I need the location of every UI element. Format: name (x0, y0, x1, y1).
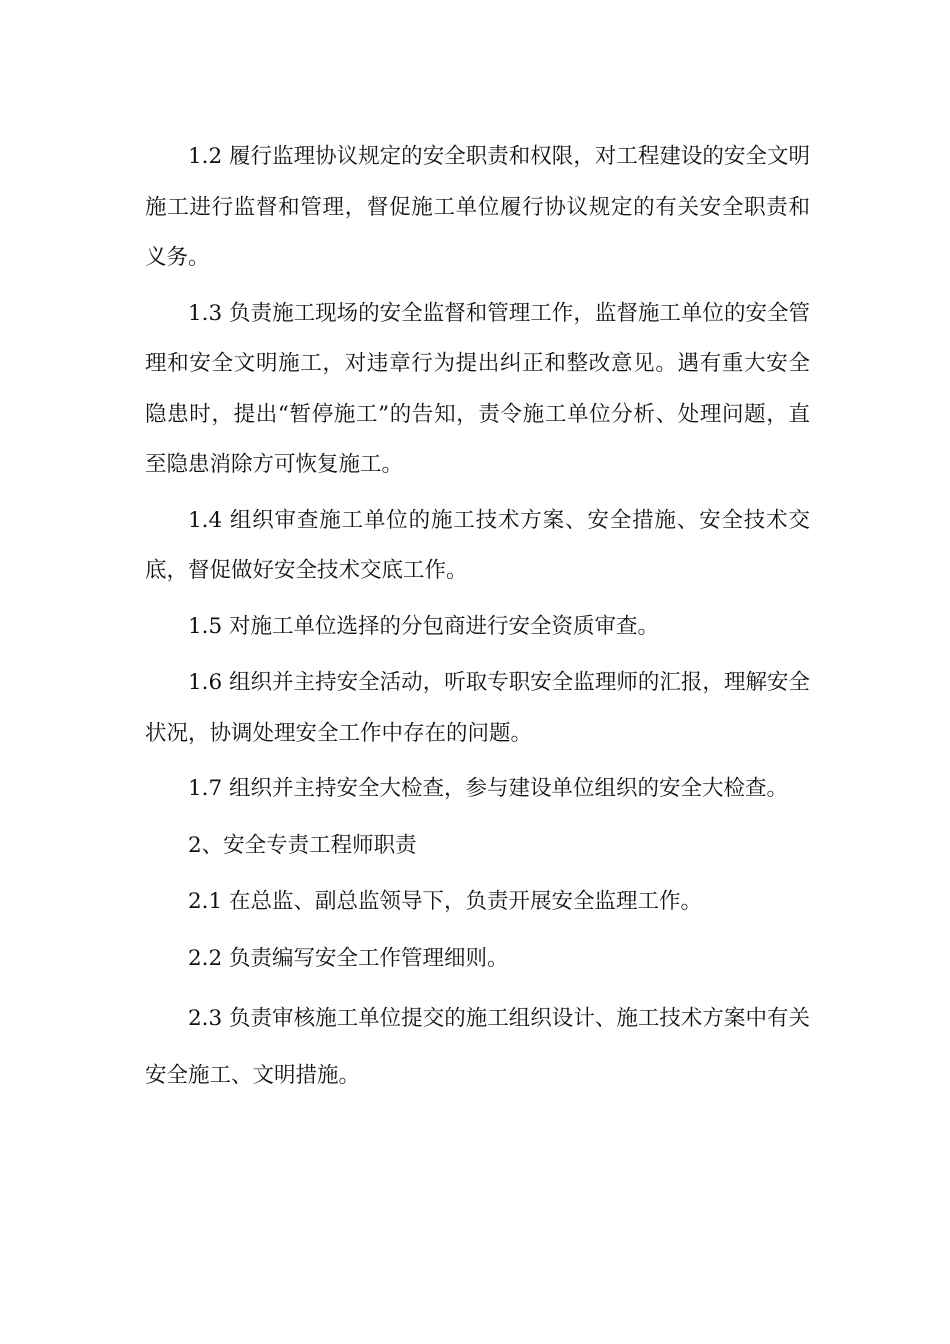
section-heading-2: 2、安全专责工程师职责 (188, 832, 417, 858)
paragraph-1-7: 1.7 组织并主持安全大检查，参与建设单位组织的安全大检查。 (188, 776, 789, 801)
document-body (145, 132, 810, 1109)
paragraph-1-4: 1.4 组织审查施工单位的施工技术方案、安全措施、安全技术交底，督促做好安全技术交底工作。 (145, 507, 810, 583)
paragraph-1-2: 1.2 履行监理协议规定的安全职责和权限，对工程建设的安全文明施工进行监督和管理，督促施工单位履行协议规定的有关安全职责和义务。 (145, 144, 810, 270)
paragraph-1-6: 1.6 组织并主持安全活动，听取专职安全监理师的汇报，理解安全状况，协调处理安全工作中存在的问题。 (145, 670, 810, 746)
paragraph-1-5: 1.5 对施工单位选择的分包商进行安全资质审查。 (188, 613, 660, 639)
paragraph-1-3: 1.3 负责施工现场的安全监督和管理工作，监督施工单位的安全管理和安全文明施工，对违章行为提出纠正和整改意见。遇有重大安全隐患时，提出“暂停施工”的告知，责令施工单位分析、处理问题，直至隐患消除方可恢复施工。 (145, 300, 810, 477)
paragraph-2-3: 2.3 负责审核施工单位提交的施工组织设计、施工技术方案中有关安全施工、文明措施。 (145, 1006, 810, 1088)
paragraph-2-2: 2.2 负责编写安全工作管理细则。 (188, 945, 509, 971)
paragraph-2-1: 2.1 在总监、副总监领导下，负责开展安全监理工作。 (188, 889, 703, 914)
